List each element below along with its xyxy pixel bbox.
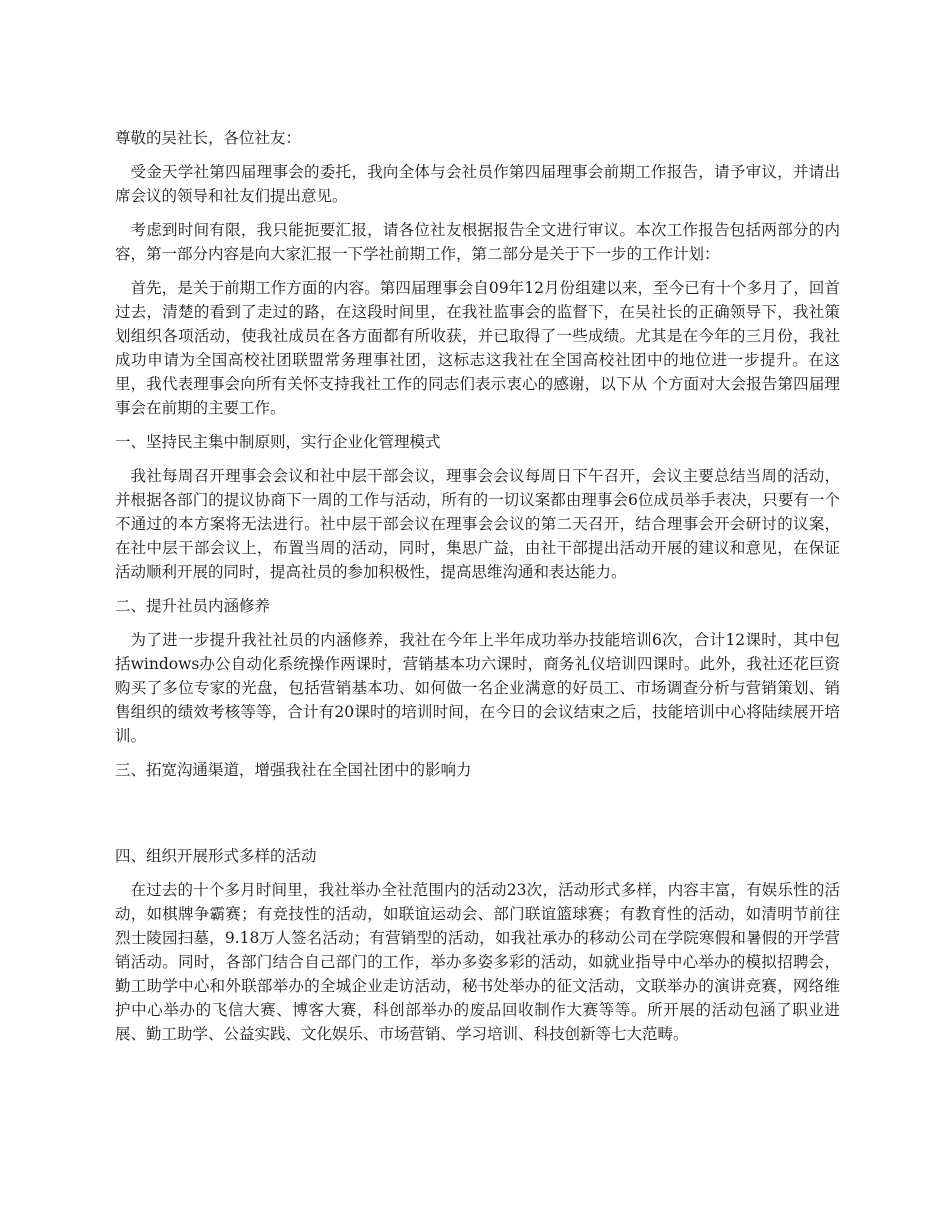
intro-paragraph: 考虑到时间有限，我只能扼要汇报，请各位社友根据报告全文进行审议。本次工作报告包括两部分的内容，第一部分内容是向大家汇报一下学社前期工作，第二部分是关于下一步的工作计划：	[115, 221, 840, 263]
intro-paragraph: 首先，是关于前期工作方面的内容。第四届理事会自09年12月份组建以来，至今已有十个多月了，回首过去，清楚的看到了走过的路，在这段时间里，在我社监事会的监督下，在吴社长的正确领导下，我社策划组织各项活动，使我社成员在各方面都有所收获，并已取得了一些成绩。尤其是在今年的三月份，我社成功申请为全国高校社团联盟常务理事社团，这标志这我社在全国高校社团中的地位进一步提升。在这里，我代表理事会向所有关怀支持我社工作的同志们表示衷心的感谢，以下从 个方面对大会报告第四届理事会在前期的主要工作。	[115, 279, 840, 417]
document-page	[115, 126, 840, 1056]
section-heading: 一、坚持民主集中制原则，实行企业化管理模式	[115, 433, 441, 451]
section-body: 在过去的十个多月时间里，我社举办全社范围内的活动23次，活动形式多样，内容丰富，有娱乐性的活动，如棋牌争霸赛；有竞技性的活动，如联谊运动会、部门联谊篮球赛；有教育性的活动，如清明节前往烈士陵园扫墓，9.18万人签名活动；有营销型的活动，如我社承办的移动公司在学院寒假和暑假的开学营销活动。同时，各部门结合自己部门的工作，举办多姿多彩的活动，如就业指导中心举办的模拟招聘会，勤工助学中心和外联部举办的全城企业走访活动，秘书处举办的征文活动，文联举办的演讲竞赛，网络维护中心举办的飞信大赛、博客大赛，科创部举办的废品回收制作大赛等等。所开展的活动包涵了职业进展、勤工助学、公益实践、文化娱乐、市场营销、学习培训、科技创新等七大范畴。	[115, 881, 840, 1043]
section-body: 为了进一步提升我社社员的内涵修养，我社在今年上半年成功举办技能培训6次，合计12课时，其中包括windows办公自动化系统操作两课时，营销基本功六课时，商务礼仪培训四课时。此外，我社还花巨资购买了多位专家的光盘，包括营销基本功、如何做一名企业满意的好员工、市场调查分析与营销策划、销售组织的绩效考核等等，合计有20课时的培训时间，在今日的会议结束之后，技能培训中心将陆续展开培训。	[115, 631, 840, 745]
blank-space	[115, 792, 840, 844]
intro-paragraph: 受金天学社第四届理事会的委托，我向全体与会社员作第四届理事会前期工作报告，请予审议，并请出席会议的领导和社友们提出意见。	[115, 163, 840, 205]
salutation: 尊敬的吴社长，各位社友：	[115, 129, 302, 147]
section-body: 我社每周召开理事会会议和社中层干部会议，理事会会议每周日下午召开，会议主要总结当周的活动，并根据各部门的提议协商下一周的工作与活动，所有的一切议案都由理事会6位成员举手表决，只要有一个不通过的本方案将无法进行。社中层干部会议在理事会会议的第二天召开，结合理事会开会研讨的议案，在社中层干部会议上，布置当周的活动，同时，集思广益，由社干部提出活动开展的建议和意见，在保证活动顺利开展的同时，提高社员的参加积极性，提高思维沟通和表达能力。	[115, 467, 840, 581]
section-heading: 三、拓宽沟通渠道，增强我社在全国社团中的影响力	[115, 761, 472, 779]
section-heading: 四、组织开展形式多样的活动	[115, 847, 317, 865]
section-heading: 二、提升社员内涵修养	[115, 597, 271, 615]
